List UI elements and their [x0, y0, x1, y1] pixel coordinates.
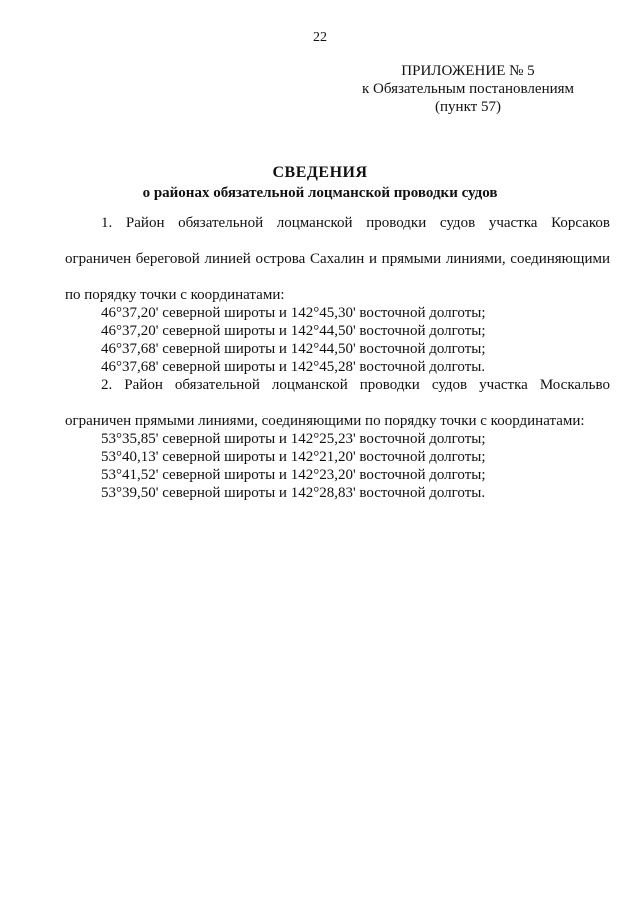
coordinate-point: 53°40,13' северной широты и 142°21,20' восточной долготы;	[101, 449, 486, 465]
section-1-line-1: 1. Район обязательной лоцманской проводки судов участка Корсаков	[101, 215, 610, 231]
annex-block	[338, 62, 598, 116]
document-heading	[0, 163, 640, 203]
annex-reference: к Обязательным постановлениям	[361, 81, 575, 97]
annex-clause: (пункт 57)	[435, 99, 501, 115]
annex-title: ПРИЛОЖЕНИЕ № 5	[401, 63, 535, 79]
section-1-line-2: ограничен береговой линией острова Сахалин и прямыми линиями, соединяющими	[65, 251, 610, 267]
section-2-line-2: ограничен прямыми линиями, соединяющими по порядку точки с координатами:	[65, 413, 585, 429]
section-2	[65, 376, 610, 502]
coordinate-point: 46°37,68' северной широты и 142°44,50' восточной долготы;	[101, 341, 486, 357]
coordinate-point: 53°35,85' северной широты и 142°25,23' восточной долготы;	[101, 431, 486, 447]
document-subtitle: о районах обязательной лоцманской проводки судов	[142, 185, 498, 201]
document-title: СВЕДЕНИЯ	[272, 164, 368, 181]
section-1	[65, 214, 610, 376]
coordinate-point: 46°37,68' северной широты и 142°45,28' восточной долготы.	[101, 359, 486, 375]
document-body	[65, 214, 610, 502]
coordinate-point: 46°37,20' северной широты и 142°45,30' восточной долготы;	[101, 305, 486, 321]
page-number: 22	[313, 30, 327, 45]
coordinate-point: 46°37,20' северной широты и 142°44,50' восточной долготы;	[101, 323, 486, 339]
coordinate-point: 53°39,50' северной широты и 142°28,83' восточной долготы.	[101, 485, 486, 501]
section-2-line-1: 2. Район обязательной лоцманской проводки судов участка Москальво	[101, 377, 610, 393]
section-1-line-3: по порядку точки с координатами:	[65, 287, 285, 303]
coordinate-point: 53°41,52' северной широты и 142°23,20' восточной долготы;	[101, 467, 486, 483]
